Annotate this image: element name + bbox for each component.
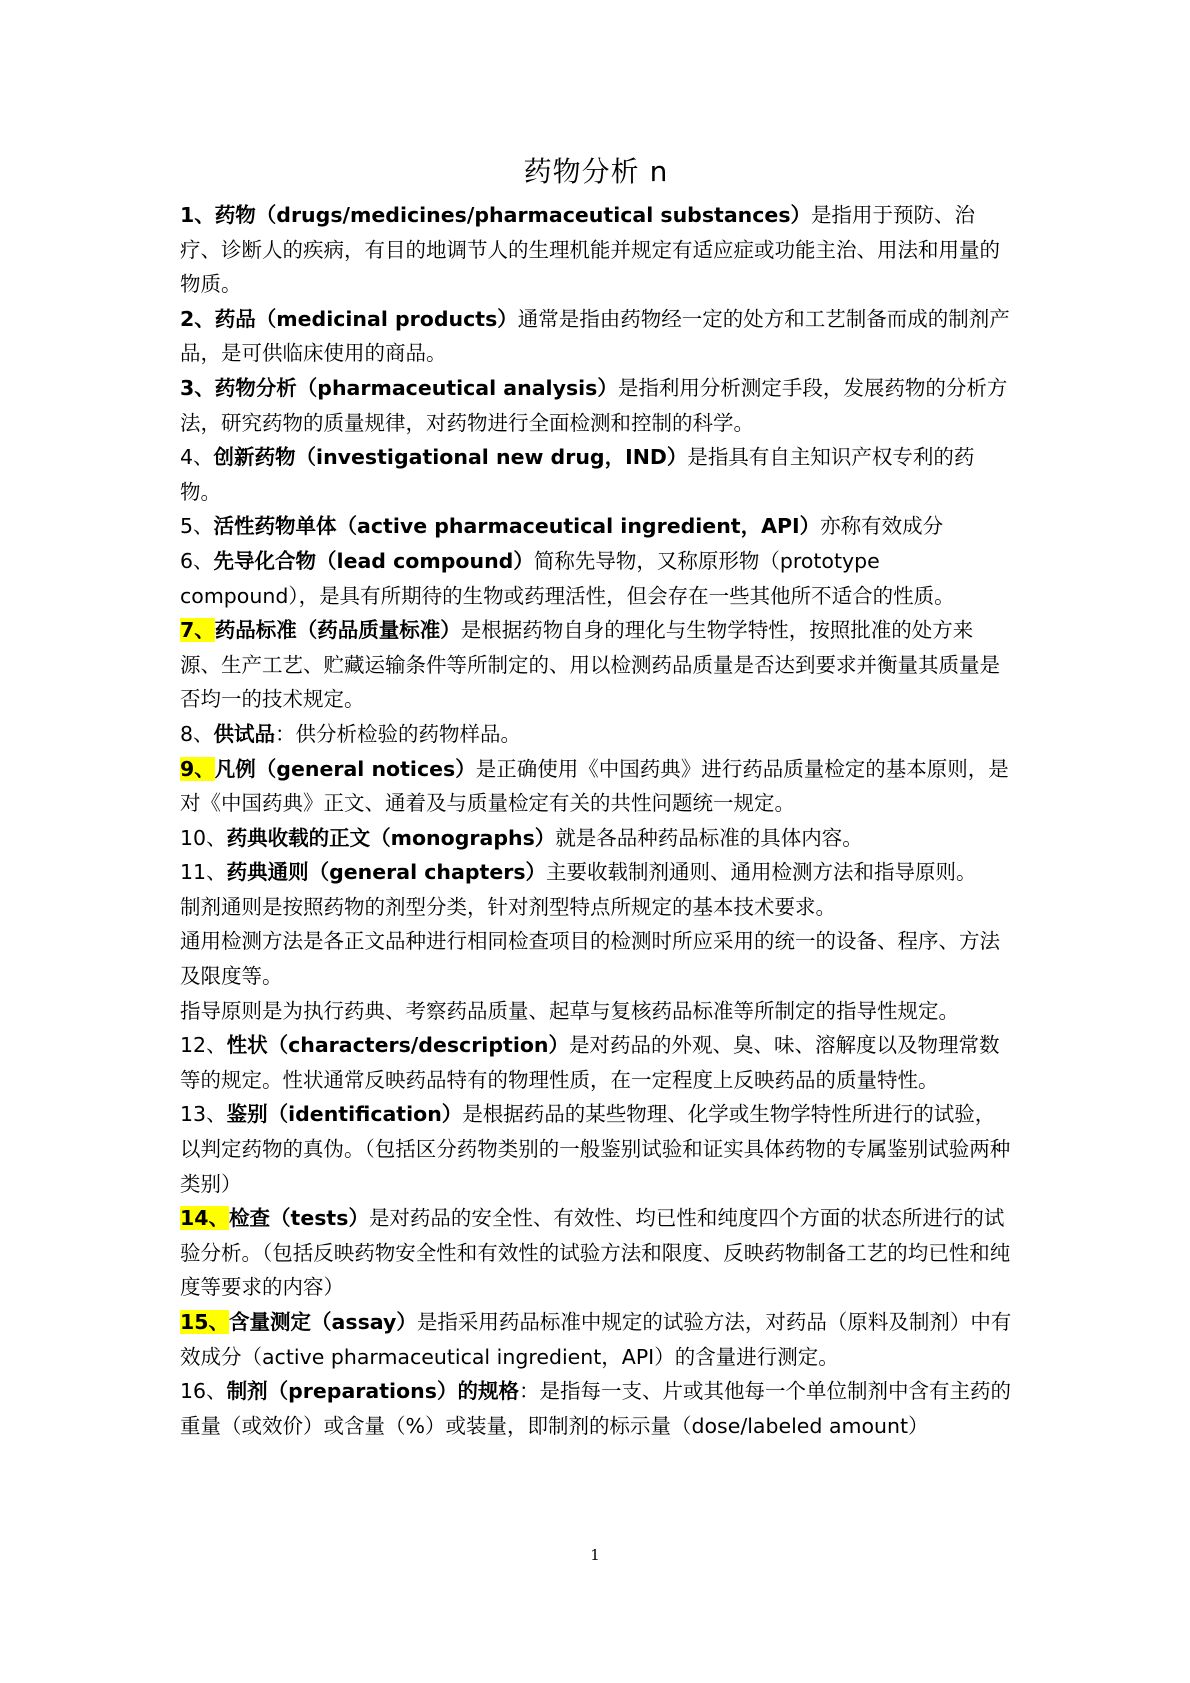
entry-number: 7、 bbox=[180, 618, 215, 643]
entry-paragraph bbox=[180, 302, 1012, 371]
entry-number: 12、 bbox=[180, 1033, 227, 1058]
entry-term: 药物分析（pharmaceutical analysis） bbox=[214, 375, 618, 400]
entry-text: 是根据药物自身的理化与生物学特性，按照批准的处方来源、生产工艺、贮藏运输条件等所制定的、用以检测药品质量是否达到要求并衡量其质量是否均一的技术规定。 bbox=[180, 618, 1000, 712]
entry-term: 性状（characters/description） bbox=[226, 1033, 570, 1058]
entry-term: 供试品 bbox=[213, 721, 276, 746]
entry-text: 亦称有效成分 bbox=[820, 514, 944, 539]
entry-term: 凡例（general notices） bbox=[214, 756, 476, 781]
entry-number: 8、 bbox=[180, 721, 214, 746]
entry-number: 13、 bbox=[180, 1102, 227, 1127]
entry-text: 指导原则是为执行药典、考察药品质量、起草与复核药品标准等所制定的指导性规定。 bbox=[180, 998, 959, 1023]
entry-paragraph bbox=[180, 1374, 1012, 1443]
document-title: 药物分析 n bbox=[523, 155, 669, 188]
entry-paragraph bbox=[180, 198, 1012, 302]
entry-number: 4、 bbox=[180, 445, 214, 470]
entry-text: 主要收载制剂通则、通用检测方法和指导原则。 bbox=[546, 860, 977, 885]
entry-paragraph bbox=[180, 1201, 1012, 1305]
entry-text: 是对药品的外观、臭、味、溶解度以及物理常数等的规定。性状通常反映药品特有的物理性质，在一定程度上反映药品的质量特性。 bbox=[180, 1033, 1000, 1092]
entry-text: 通用检测方法是各正文品种进行相同检查项目的检测时所应采用的统一的设备、程序、方法及限度等。 bbox=[180, 929, 1000, 989]
entry-term: 创新药物（investigational new drug，IND） bbox=[213, 445, 688, 470]
entry-text: 简称先导物，又称原形物（prototype compound），是具有所期待的生物或药理活性，但会存在一些其他所不适合的性质。 bbox=[180, 548, 955, 608]
entry-paragraph bbox=[180, 717, 1012, 752]
entry-term: 药物（drugs/medicines/pharmaceutical substances） bbox=[214, 203, 812, 227]
entry-number: 3、 bbox=[180, 375, 215, 400]
entry-term: 鉴别（identification） bbox=[226, 1102, 463, 1127]
entry-term: 活性药物单体（active pharmaceutical ingredient，API） bbox=[213, 514, 821, 539]
entry-paragraph bbox=[180, 1097, 1012, 1201]
entry-text: 是指利用分析测定手段，发展药物的分析方法，研究药物的质量规律，对药物进行全面检测和控制的科学。 bbox=[180, 375, 1008, 435]
entry-paragraph bbox=[180, 544, 1012, 613]
entry-term: 制剂（preparations）的规格 bbox=[226, 1379, 519, 1404]
entry-text: ：供分析检验的药物样品。 bbox=[275, 721, 522, 746]
entry-text: 是根据药品的某些物理、化学或生物学特性所进行的试验，以判定药物的真伪。（包括区分药物类别的一般鉴别试验和证实具体药物的专属鉴别试验两种类别） bbox=[180, 1102, 1011, 1196]
entry-text: 是指采用药品标准中规定的试验方法，对药品（原料及制剂）中有效成分（active pharmaceutical ingredient，API）的含量进行测定。 bbox=[180, 1310, 1012, 1369]
entry-paragraph bbox=[180, 509, 1012, 544]
entry-paragraph bbox=[180, 613, 1012, 717]
entry-paragraph bbox=[180, 855, 1012, 890]
entry-text: 制剂通则是按照药物的剂型分类，针对剂型特点所规定的基本技术要求。 bbox=[180, 894, 836, 919]
entry-text: ：是指每一支、片或其他每一个单位制剂中含有主药的重量（或效价）或含量（%）或装量，即制剂的标示量（dose/labeled amount） bbox=[180, 1379, 1011, 1438]
entry-number: 1、 bbox=[180, 203, 215, 227]
entry-term: 检查（tests） bbox=[229, 1206, 369, 1231]
entry-term: 药品标准（药品质量标准） bbox=[214, 618, 461, 643]
page-number: 1 bbox=[590, 1546, 600, 1564]
entry-number: 11、 bbox=[180, 860, 227, 885]
entry-text: 是对药品的安全性、有效性、均已性和纯度四个方面的状态所进行的试验分析。（包括反映药物安全性和有效性的试验方法和限度、反映药物制备工艺的均已性和纯度等要求的内容） bbox=[180, 1206, 1011, 1300]
entry-paragraph bbox=[180, 1028, 1012, 1097]
entry-term: 药典通则（general chapters） bbox=[226, 860, 547, 885]
entry-paragraph bbox=[180, 821, 1012, 856]
entry-text: 是指具有自主知识产权专利的药物。 bbox=[180, 445, 975, 504]
entry-number: 10、 bbox=[180, 825, 227, 850]
entry-term: 药品（medicinal products） bbox=[214, 306, 518, 331]
entry-list bbox=[180, 198, 1012, 1443]
entry-paragraph bbox=[180, 440, 1012, 509]
entry-number: 9、 bbox=[180, 756, 215, 781]
entry-paragraph bbox=[180, 890, 1012, 925]
entry-text: 通常是指由药物经一定的处方和工艺制备而成的制剂产品，是可供临床使用的商品。 bbox=[180, 306, 1010, 366]
entry-paragraph bbox=[180, 994, 1012, 1029]
entry-text: 是正确使用《中国药典》进行药品质量检定的基本原则，是对《中国药典》正文、通着及与质量检定有关的共性问题统一规定。 bbox=[180, 756, 1009, 816]
entry-term: 药典收载的正文（monographs） bbox=[226, 825, 556, 850]
entry-paragraph bbox=[180, 924, 1012, 993]
entry-term: 先导化合物（lead compound） bbox=[213, 548, 534, 573]
entry-paragraph bbox=[180, 752, 1012, 821]
entry-number: 16、 bbox=[180, 1379, 227, 1404]
entry-number: 5、 bbox=[180, 514, 214, 539]
entry-text: 是指用于预防、治疗、诊断人的疾病，有目的地调节人的生理机能并规定有适应症或功能主治、用法和用量的物质。 bbox=[180, 203, 1000, 297]
entry-number: 6、 bbox=[180, 548, 214, 573]
entry-text: 就是各品种药品标准的具体内容。 bbox=[555, 825, 863, 850]
entry-number: 2、 bbox=[180, 306, 215, 331]
entry-paragraph bbox=[180, 1305, 1012, 1374]
entry-number: 15、 bbox=[180, 1310, 230, 1334]
entry-number: 14、 bbox=[180, 1206, 230, 1231]
entry-paragraph bbox=[180, 371, 1012, 440]
entry-term: 含量测定（assay） bbox=[229, 1310, 417, 1334]
